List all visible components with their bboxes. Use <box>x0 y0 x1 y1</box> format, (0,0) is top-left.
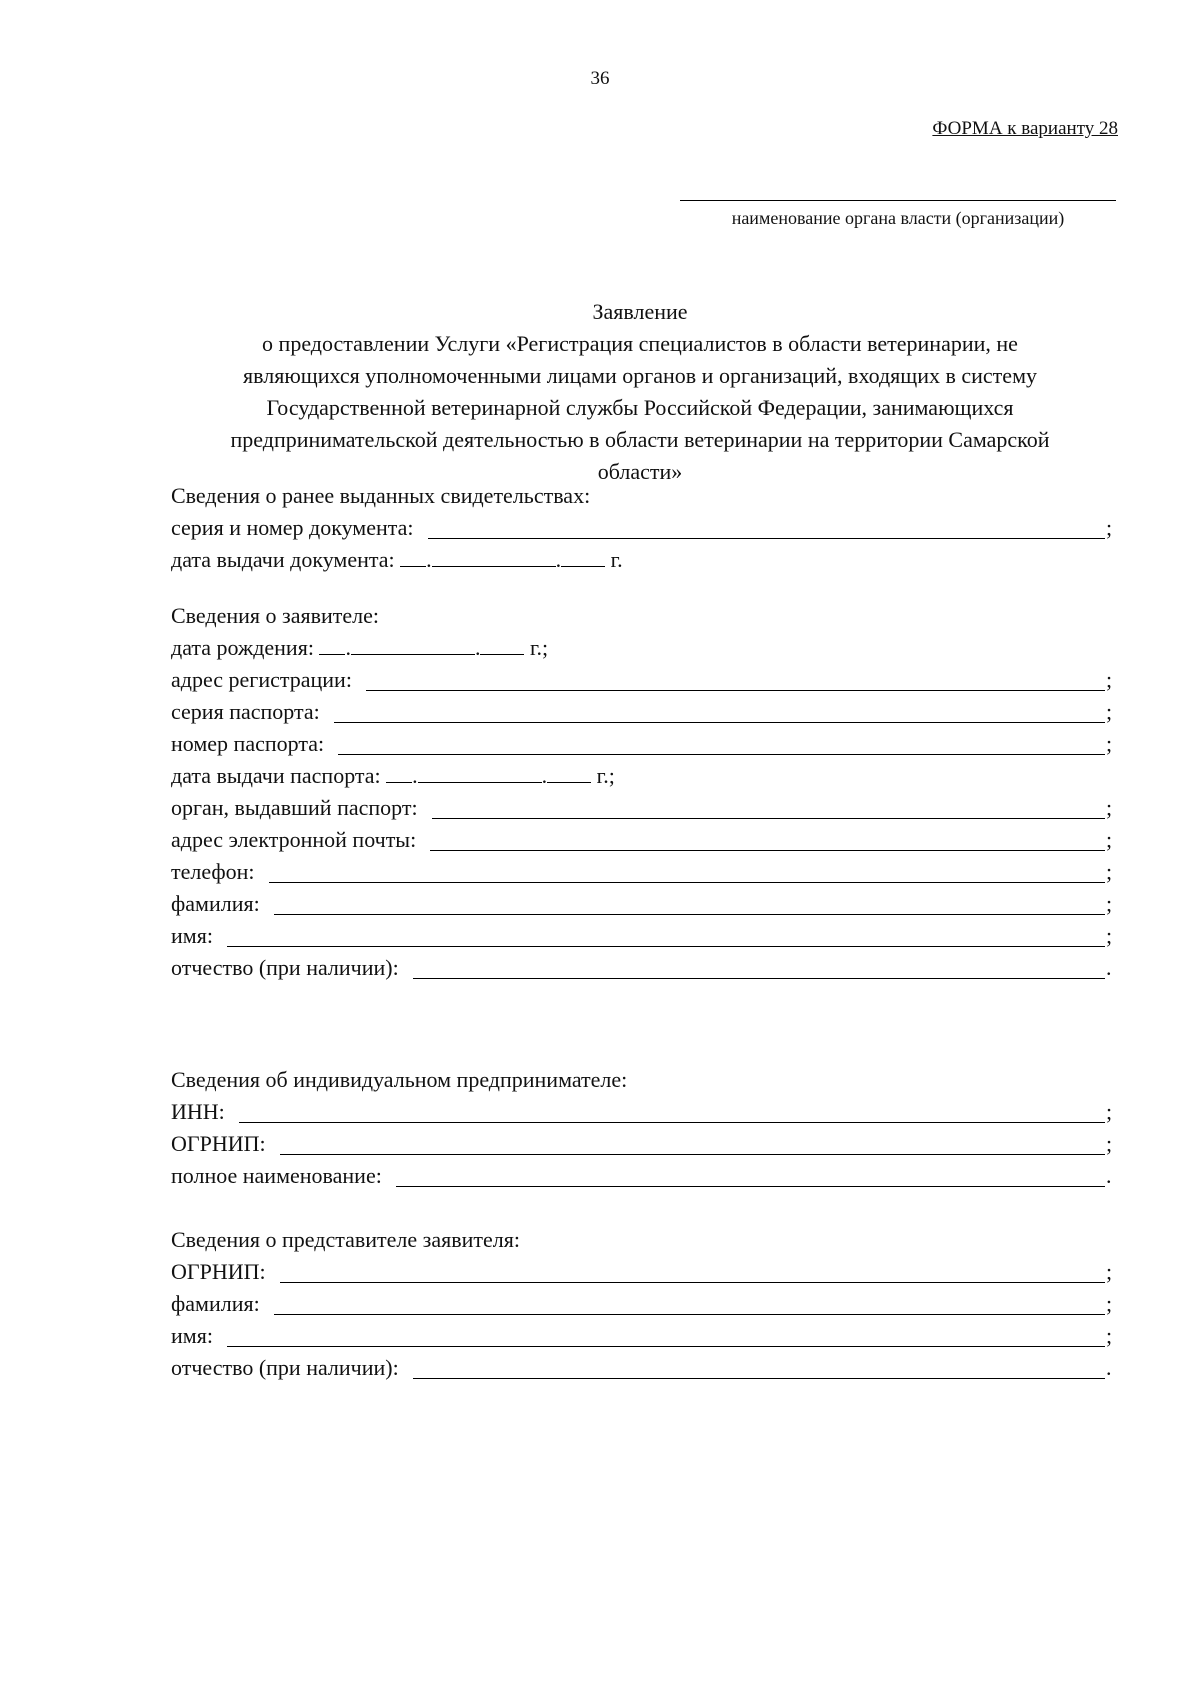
month-field[interactable] <box>418 762 542 783</box>
field-label: ИНН: <box>171 1099 225 1124</box>
field-label: номер паспорта: <box>171 731 325 756</box>
authority-name-caption: наименование органа власти (организации) <box>731 208 1065 228</box>
field-label: орган, выдавший паспорт: <box>171 795 418 820</box>
field-end-punct: ; <box>1106 515 1113 540</box>
ogrnip-field[interactable] <box>280 1132 1105 1155</box>
title-line: области» <box>597 459 683 484</box>
title-line: о предоставлении Услуги «Регистрация специалистов в области ветеринарии, не <box>262 331 1018 356</box>
page-number: 36 <box>590 68 610 89</box>
phone-field[interactable] <box>269 860 1105 883</box>
section-title: Сведения об индивидуальном предпринимателе: <box>171 1067 628 1092</box>
birth-date-row: дата рождения: . . г.; <box>171 635 549 660</box>
passport-issuer-row: орган, выдавший паспорт: ; <box>171 792 1116 824</box>
field-label: ОГРНИП: <box>171 1259 266 1284</box>
passport-series-row: серия паспорта: ; <box>171 696 1116 728</box>
passport-date-row: дата выдачи паспорта: . . г.; <box>171 763 615 788</box>
passport-number-field[interactable] <box>338 732 1105 755</box>
field-label: телефон: <box>171 859 255 884</box>
year-field[interactable] <box>561 546 605 567</box>
year-field[interactable] <box>547 762 591 783</box>
rep-surname-field[interactable] <box>274 1292 1105 1315</box>
field-label: дата рождения: <box>171 635 314 660</box>
entrepreneur-section <box>171 1064 1116 1192</box>
field-label: фамилия: <box>171 1291 260 1316</box>
field-label: полное наименование: <box>171 1163 382 1188</box>
field-label: имя: <box>171 1323 213 1348</box>
authority-name-line[interactable] <box>680 200 1116 201</box>
title-line: Государственной ветеринарной службы Российской Федерации, занимающихся <box>266 395 1014 420</box>
ogrnip-row: ОГРНИП: ; <box>171 1128 1116 1160</box>
field-label: дата выдачи документа: . . г. <box>171 547 623 572</box>
field-label: отчество (при наличии): <box>171 955 399 980</box>
doc-number-field[interactable] <box>428 516 1105 539</box>
email-field[interactable] <box>430 828 1105 851</box>
rep-patronymic-row: отчество (при наличии): . <box>171 1352 1116 1384</box>
title-line: предпринимательской деятельностью в области ветеринарии на территории Самарской <box>230 427 1050 452</box>
patronymic-field[interactable] <box>413 956 1105 979</box>
certificates-section <box>171 480 1116 576</box>
email-row: адрес электронной почты: ; <box>171 824 1116 856</box>
applicant-section <box>171 600 1116 984</box>
document-title <box>170 296 1110 488</box>
section-title: Сведения о ранее выданных свидетельствах: <box>171 483 591 508</box>
year-field[interactable] <box>480 634 524 655</box>
day-field[interactable] <box>319 634 345 655</box>
field-label: ОГРНИП: <box>171 1131 266 1156</box>
doc-number-row <box>171 512 1116 544</box>
passport-number-row: номер паспорта: ; <box>171 728 1116 760</box>
field-label: дата выдачи паспорта: <box>171 763 381 788</box>
title-line: являющихся уполномоченными лицами органов и организаций, входящих в систему <box>243 363 1037 388</box>
title-heading: Заявление <box>592 299 688 324</box>
patronymic-row: отчество (при наличии): . <box>171 952 1116 984</box>
section-title: Сведения о представителе заявителя: <box>171 1227 520 1252</box>
phone-row: телефон: ; <box>171 856 1116 888</box>
reg-address-row: адрес регистрации: ; <box>171 664 1116 696</box>
rep-surname-row: фамилия: ; <box>171 1288 1116 1320</box>
full-name-row: полное наименование: . <box>171 1160 1116 1192</box>
month-field[interactable] <box>432 546 556 567</box>
doc-date-row <box>171 544 1116 576</box>
day-field[interactable] <box>400 546 426 567</box>
name-field[interactable] <box>227 924 1105 947</box>
field-label: имя: <box>171 923 213 948</box>
full-name-field[interactable] <box>396 1164 1105 1187</box>
field-label: серия паспорта: <box>171 699 320 724</box>
day-field[interactable] <box>386 762 412 783</box>
rep-name-field[interactable] <box>227 1324 1105 1347</box>
form-reference: ФОРМА к варианту 28 <box>932 118 1118 139</box>
month-field[interactable] <box>351 634 475 655</box>
passport-series-field[interactable] <box>334 700 1105 723</box>
field-label: адрес регистрации: <box>171 667 352 692</box>
section-title: Сведения о заявителе: <box>171 603 380 628</box>
rep-name-row: имя: ; <box>171 1320 1116 1352</box>
passport-issuer-field[interactable] <box>432 796 1105 819</box>
rep-patronymic-field[interactable] <box>413 1356 1105 1379</box>
field-label: серия и номер документа: <box>171 515 414 540</box>
field-label: адрес электронной почты: <box>171 827 417 852</box>
reg-address-field[interactable] <box>366 668 1105 691</box>
field-label: отчество (при наличии): <box>171 1355 399 1380</box>
surname-field[interactable] <box>274 892 1105 915</box>
rep-ogrnip-field[interactable] <box>280 1260 1105 1283</box>
representative-section <box>171 1224 1116 1384</box>
surname-row: фамилия: ; <box>171 888 1116 920</box>
inn-field[interactable] <box>239 1100 1105 1123</box>
name-row: имя: ; <box>171 920 1116 952</box>
inn-row: ИНН: ; <box>171 1096 1116 1128</box>
rep-ogrnip-row: ОГРНИП: ; <box>171 1256 1116 1288</box>
field-label: фамилия: <box>171 891 260 916</box>
